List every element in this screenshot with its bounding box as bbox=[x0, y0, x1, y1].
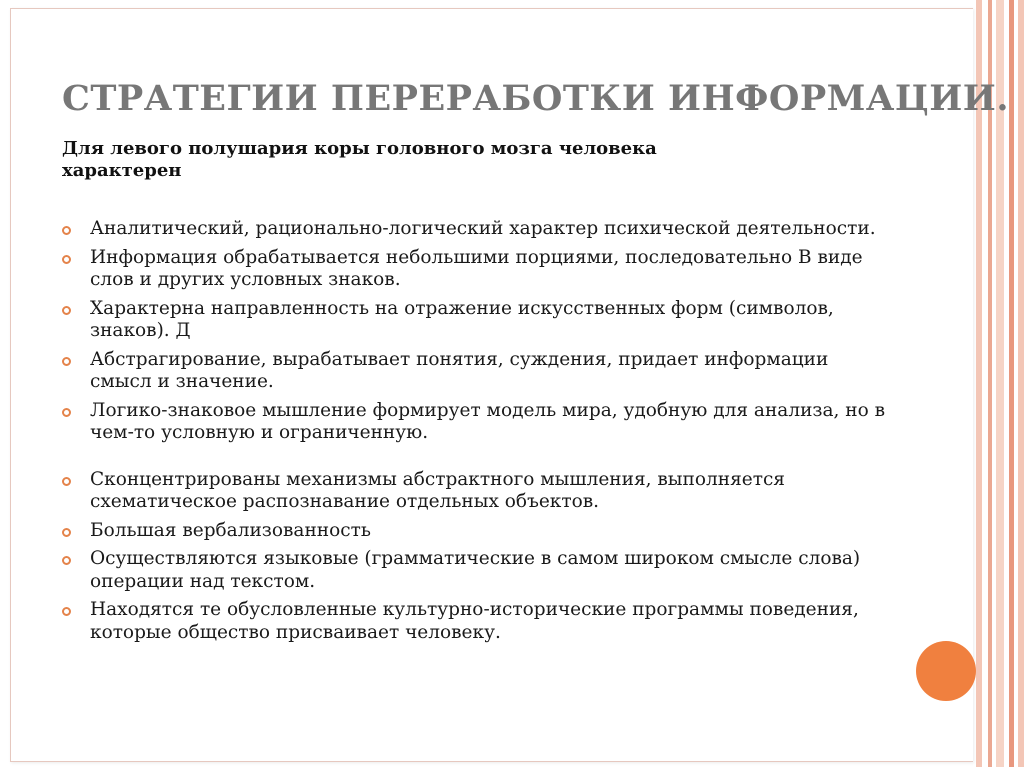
list-item bbox=[62, 520, 892, 543]
list-item bbox=[62, 349, 892, 394]
list-item bbox=[62, 599, 892, 644]
list-item-text: Информация обрабатывается небольшими порциями, последовательно В виде слов и других условных знаков. bbox=[90, 246, 863, 290]
list-item bbox=[62, 548, 892, 593]
ring-bullet-icon bbox=[62, 357, 71, 366]
ring-bullet-icon bbox=[62, 226, 71, 235]
ring-bullet-icon bbox=[62, 607, 71, 616]
slide-title: СТРАТЕГИИ ПЕРЕРАБОТКИ ИНФОРМАЦИИ. bbox=[62, 78, 1010, 119]
list-item bbox=[62, 218, 892, 241]
ring-bullet-icon bbox=[62, 528, 71, 537]
ring-bullet-icon bbox=[62, 408, 71, 417]
ring-bullet-icon bbox=[62, 477, 71, 486]
bullet-list bbox=[62, 218, 892, 650]
ring-bullet-icon bbox=[62, 306, 71, 315]
stripe bbox=[1009, 0, 1014, 767]
list-item-text: Большая вербализованность bbox=[90, 519, 371, 541]
list-item-text: Сконцентрированы механизмы абстрактного мышления, выполняется схематическое распознавание отдельных объектов. bbox=[90, 468, 785, 512]
list-item-text: Характерна направленность на отражение искусственных форм (символов, знаков). Д bbox=[90, 297, 834, 341]
ring-bullet-icon bbox=[62, 255, 71, 264]
list-item bbox=[62, 400, 892, 445]
list-item-text: Находятся те обусловленные культурно-исторические программы поведения, которые общество присваивает человеку. bbox=[90, 599, 859, 643]
ring-bullet-icon bbox=[62, 556, 71, 565]
stripe bbox=[1018, 0, 1024, 767]
list-item-text: Логико-знаковое мышление формирует модель мира, удобную для анализа, но в чем-то условную и ограниченную. bbox=[90, 399, 886, 443]
list-item-text: Аналитический, рационально-логический характер психической деятельности. bbox=[90, 218, 876, 239]
list-item bbox=[62, 298, 892, 343]
list-item-text: Абстрагирование, вырабатывает понятия, суждения, придает информации смысл и значение. bbox=[90, 348, 829, 392]
decorative-circle bbox=[916, 641, 976, 701]
list-item bbox=[62, 469, 892, 514]
list-item bbox=[62, 247, 892, 292]
list-item-text: Осуществляются языковые (грамматические в самом широком смысле слова) операции над текстом. bbox=[90, 548, 861, 592]
slide-subtitle: Для левого полушария коры головного мозга человека характерен bbox=[62, 138, 657, 181]
